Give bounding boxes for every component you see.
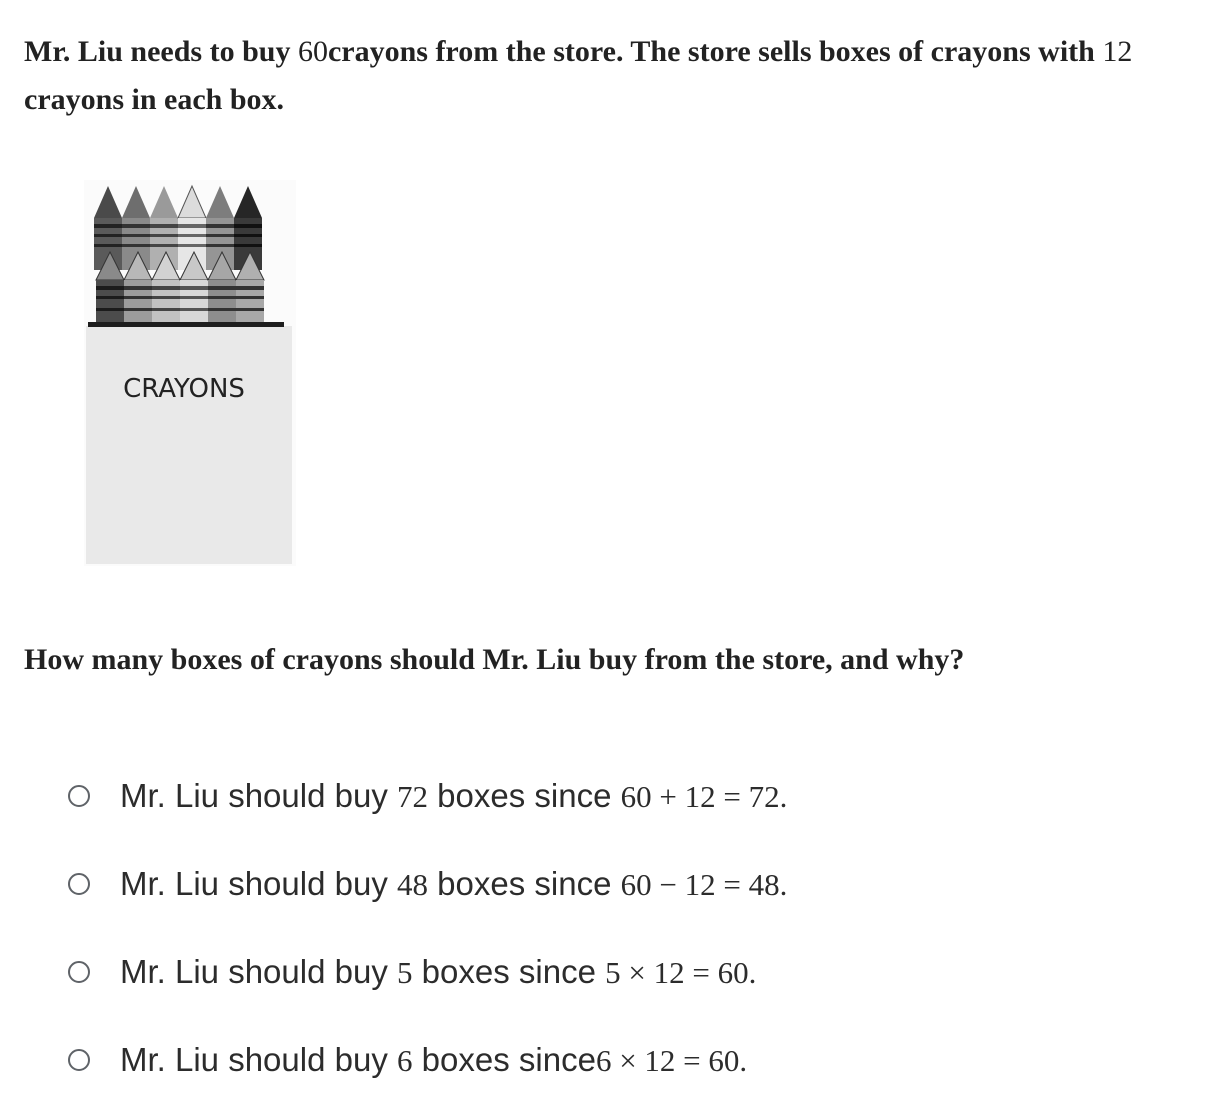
choice-text: boxes since <box>428 777 621 814</box>
choice-label[interactable] <box>120 1041 747 1079</box>
choice-period: . <box>739 1043 748 1078</box>
choice-option-3[interactable] <box>66 928 1206 1016</box>
choice-option-2[interactable] <box>66 840 1206 928</box>
question-text <box>24 28 1214 124</box>
choice-expression: 6 × 12 = 60 <box>595 1043 740 1078</box>
choice-text: boxes since <box>412 1041 596 1078</box>
choice-number: 48 <box>397 867 428 902</box>
choice-text: Mr. Liu should buy <box>120 777 397 814</box>
choice-text: Mr. Liu should buy <box>120 1041 397 1078</box>
radio-icon[interactable] <box>68 1049 90 1071</box>
choice-period: . <box>779 867 788 902</box>
choice-period: . <box>779 779 788 814</box>
radio-icon[interactable] <box>68 961 90 983</box>
choice-number: 6 <box>397 1043 413 1078</box>
choice-number: 5 <box>397 955 413 990</box>
choice-expression: 60 + 12 = 72 <box>620 779 780 814</box>
choice-label[interactable] <box>120 777 787 815</box>
choice-expression: 5 × 12 = 60 <box>605 955 749 990</box>
answer-choices <box>66 752 1206 1098</box>
question-number-per-box: 12 <box>1102 35 1133 68</box>
choice-number: 72 <box>397 779 428 814</box>
crayon-box-image <box>84 180 296 566</box>
crayon-box-label: CRAYONS <box>123 374 245 404</box>
choice-text: boxes since <box>428 865 621 902</box>
choice-option-1[interactable] <box>66 752 1206 840</box>
choice-text: Mr. Liu should buy <box>120 865 397 902</box>
choice-expression: 60 − 12 = 48 <box>620 867 780 902</box>
choice-text: Mr. Liu should buy <box>120 953 397 990</box>
choice-label[interactable] <box>120 953 756 991</box>
question-prompt: How many boxes of crayons should Mr. Liu buy from the store, and why? <box>24 643 965 676</box>
choice-period: . <box>748 955 757 990</box>
radio-icon[interactable] <box>68 785 90 807</box>
question-text-part2: crayons from the store. The store sells boxes of crayons with <box>327 35 1103 68</box>
choice-text: boxes since <box>412 953 606 990</box>
question-number-crayons: 60 <box>297 35 328 68</box>
radio-icon[interactable] <box>68 873 90 895</box>
question-text-part1: Mr. Liu needs to buy <box>24 35 298 68</box>
choice-option-4[interactable] <box>66 1016 1206 1098</box>
question-text-part3: crayons in each box. <box>24 83 285 116</box>
choice-label[interactable] <box>120 865 787 903</box>
